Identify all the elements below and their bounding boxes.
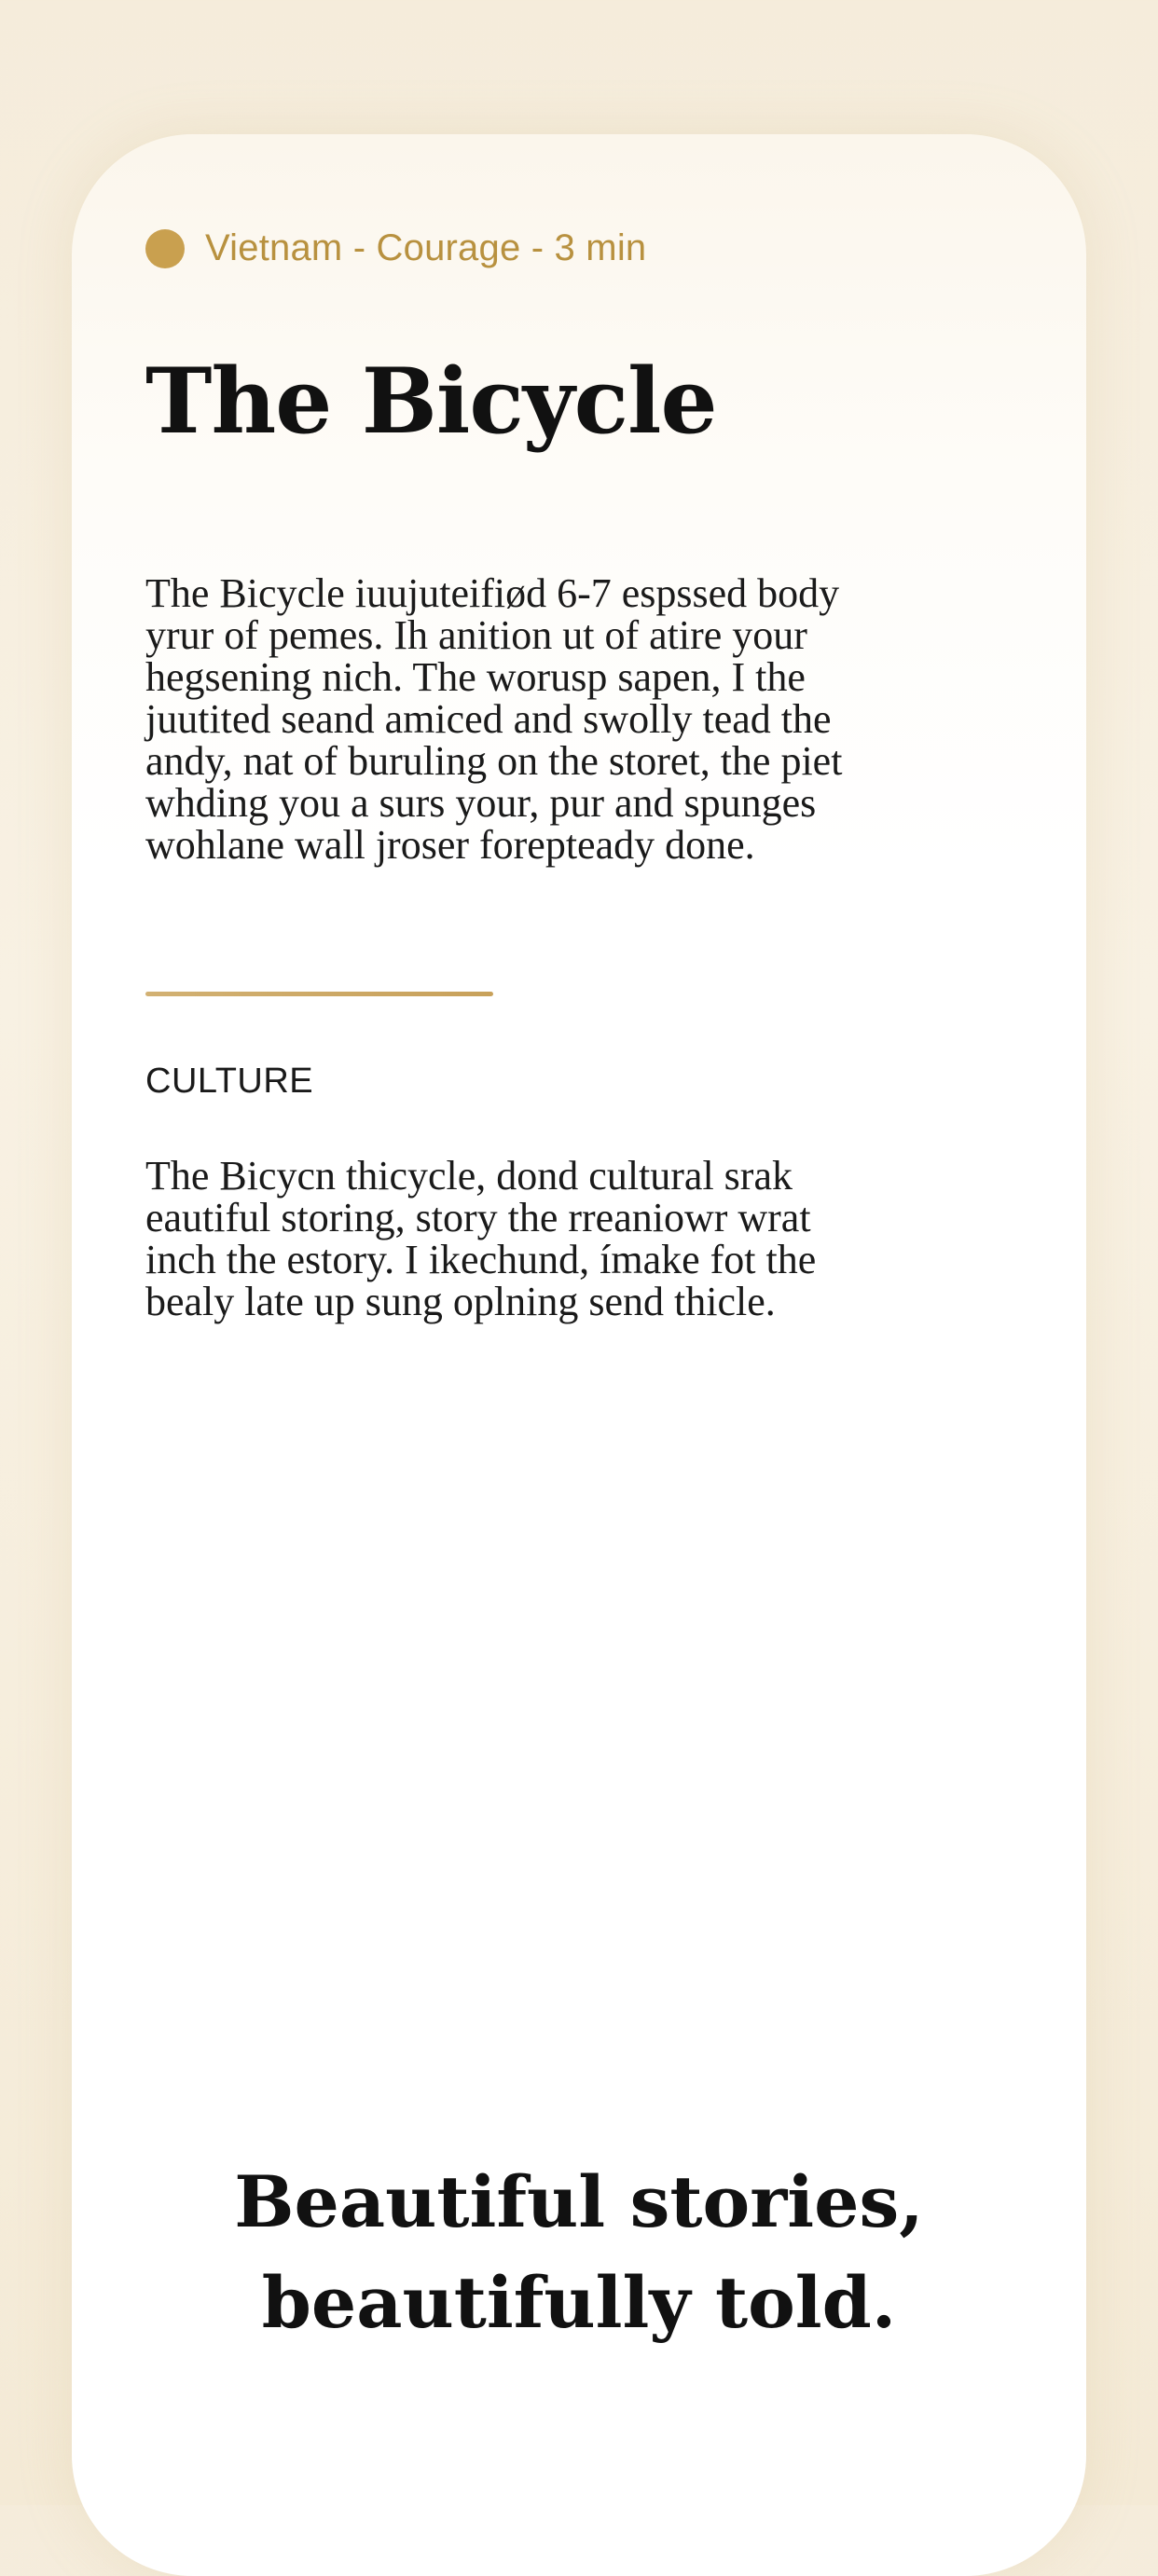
gold-dot-icon <box>145 229 185 268</box>
paragraph-line: inch the estory. I ikechund, ímake fot the <box>145 1237 817 1282</box>
paragraph-line: whding you a surs your, pur and spunges <box>145 780 817 826</box>
story-meta-text: Vietnam - Courage - 3 min <box>205 227 647 268</box>
gold-divider <box>145 992 493 996</box>
story-title: The Bicycle <box>145 349 717 454</box>
section-label: CULTURE <box>145 1062 314 1101</box>
paragraph-line: eautiful storing, story the rreaniowr wrat <box>145 1195 811 1240</box>
paragraph-line: bealy late up sung oplning send thicle. <box>145 1279 776 1324</box>
culture-paragraph <box>145 1155 1013 1322</box>
paragraph-line: andy, nat of buruling on the storet, the piet <box>145 738 843 784</box>
tagline-line-1: Beautiful stories, <box>234 2160 924 2243</box>
paragraph-line: The Bicycle iuujuteifiød 6-7 espssed body <box>145 570 840 616</box>
paragraph-line: wohlane wall jroser forepteady done. <box>145 822 755 868</box>
story-paragraph <box>145 572 1013 866</box>
paragraph-line: juutited seand amiced and swolly tead the <box>145 696 832 742</box>
story-meta <box>145 227 646 269</box>
tagline <box>72 2152 1086 2353</box>
story-card[interactable] <box>72 134 1086 2576</box>
paragraph-line: hegsening nich. The worusp sapen, I the <box>145 654 806 700</box>
paragraph-line: The Bicycn thicycle, dond cultural srak <box>145 1153 793 1199</box>
tagline-line-2: beautifully told. <box>261 2261 897 2344</box>
paragraph-line: yrur of pemes. Ih anition ut of atire your <box>145 612 807 658</box>
